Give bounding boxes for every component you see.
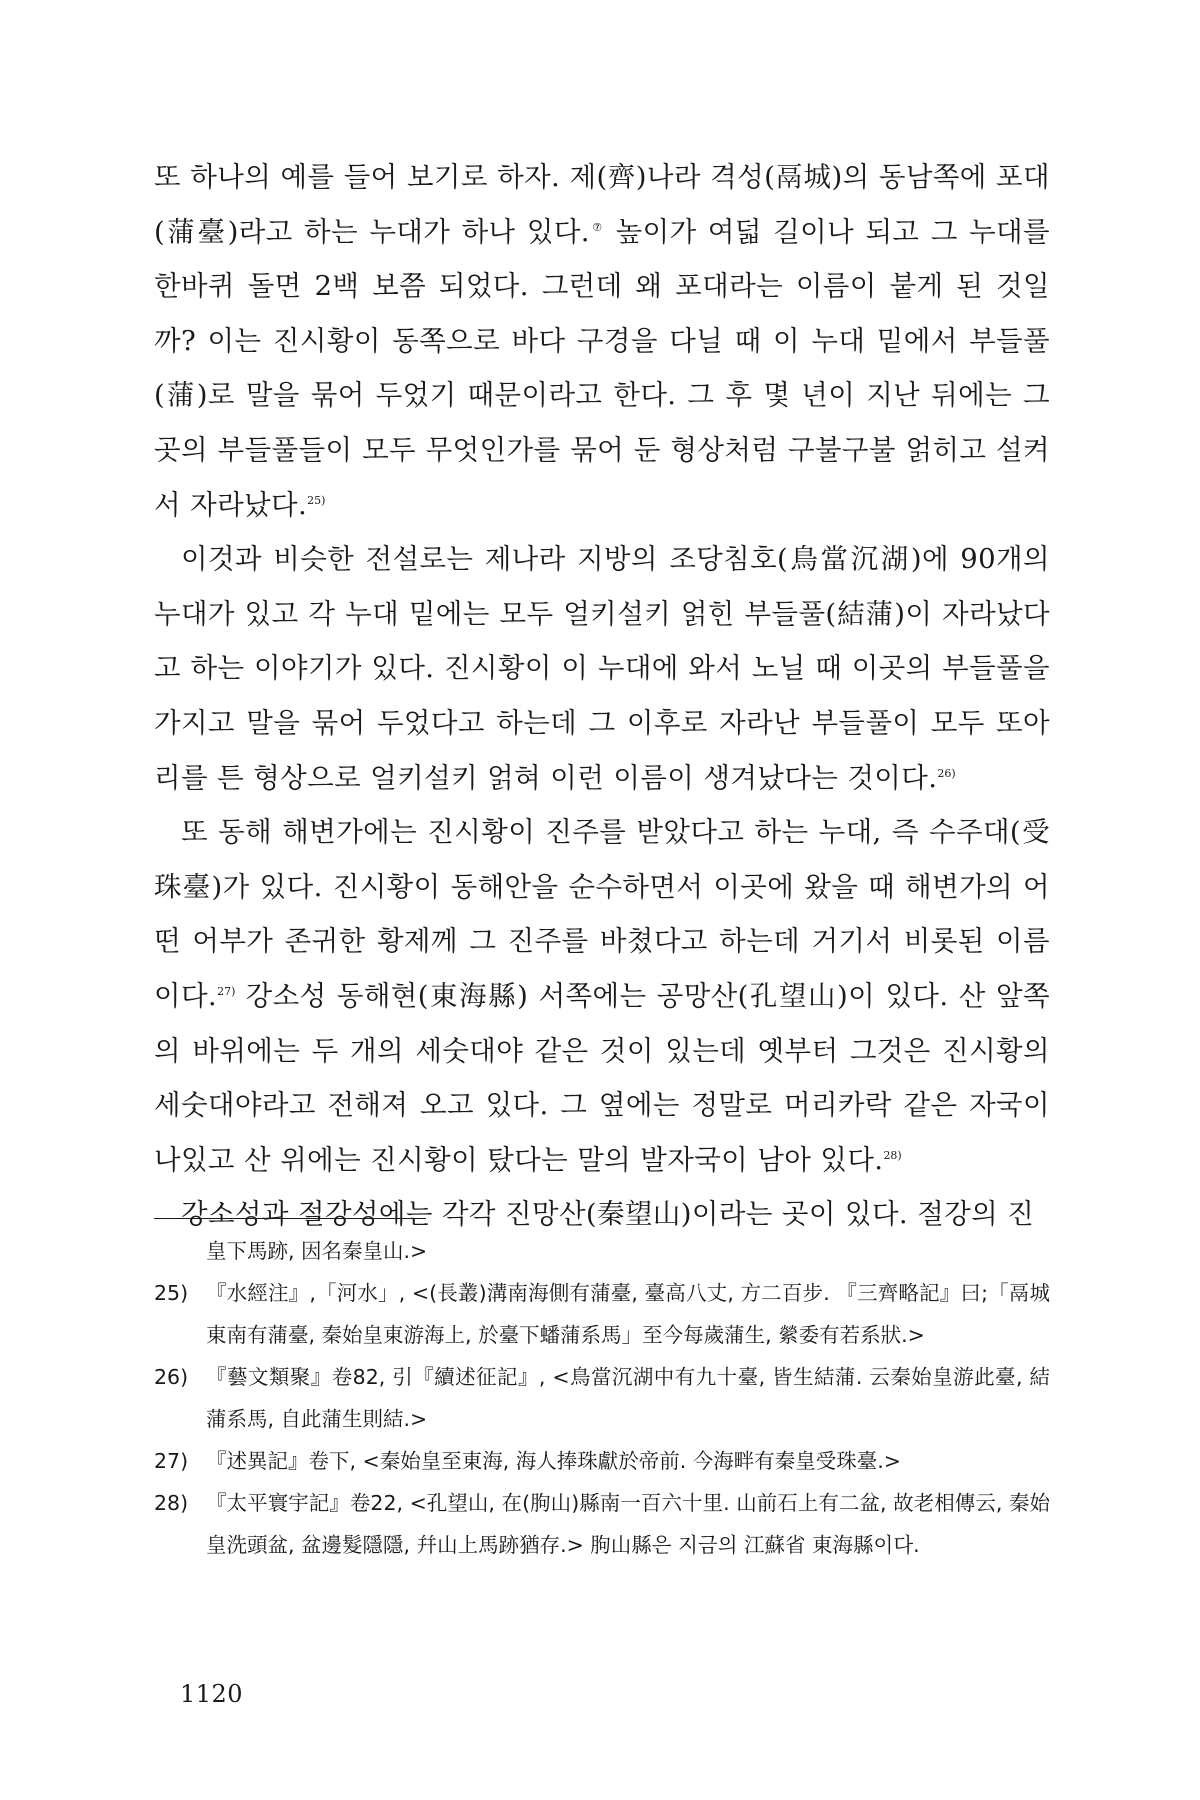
- footnote-number: 26): [154, 1365, 189, 1389]
- footnote-text: 『太平寰宇記』卷22, <孔望山, 在(朐山)縣南一百六十里. 山前石上有二盆, 故老相傳云, 秦始皇洗頭盆, 盆邊髮隱隱, 幷山上馬跡猶存.> 朐山縣은 지금의 江蘇省 東海縣이다.: [206, 1491, 1050, 1557]
- footnote-divider: [154, 1218, 426, 1219]
- page-number: 1120: [180, 1680, 244, 1708]
- footnote-text: 『述異記』卷下, <秦始皇至東海, 海人捧珠獻於帝前. 今海畔有秦皇受珠臺.>: [206, 1449, 901, 1473]
- paragraph-1-text-cont: 높이가 여덟 길이나 되고 그 누대를 한바퀴 돌면 2백 보쯤 되었다. 그런데 왜 포대라는 이름이 붙게 된 것일까? 이는 진시황이 동쪽으로 바다 구경을 다닐 때 이 누대 밑에서 부들풀(蒲)로 말을 묶어 두었기 때문이라고 한다. 그 후 몇 년이 지난 뒤에는 그곳의 부들풀들이 모두 무엇인가를 묶어 둔 형상처럼 구불구불 얽히고 설켜서 자라났다.: [154, 215, 1050, 521]
- footnote-ref-26[interactable]: 26): [937, 766, 956, 780]
- paragraph-2-text: 이것과 비슷한 전설로는 제나라 지방의 조당침호(鳥當沉湖)에 90개의 누대가 있고 각 누대 밑에는 모두 얼키설키 얽힌 부들풀(結蒲)이 자라났다고 하는 이야기가 있다. 진시황이 이 누대에 와서 노닐 때 이곳의 부들풀을 가지고 말을 묶어 두었다고 하는데 그 이후로 자라난 부들풀이 모두 또아리를 튼 형상으로 얼키설키 얽혀 이런 이름이 생겨났다는 것이다.: [154, 543, 1050, 794]
- paragraph-3: [154, 805, 1050, 1187]
- footnote-ref-25[interactable]: 25): [307, 493, 326, 507]
- main-text: [154, 150, 1050, 1242]
- footnote-continuation: [154, 1230, 1050, 1272]
- footnote-26: [154, 1356, 1050, 1440]
- paragraph-3-text-cont: 강소성 동해현(東海縣) 서쪽에는 공망산(孔望山)이 있다. 산 앞쪽의 바위에는 두 개의 세숫대야 같은 것이 있는데 옛부터 그것은 진시황의 세숫대야라고 전해져 오고 있다. 그 옆에는 정말로 머리카락 같은 자국이 나있고 산 위에는 진시황이 탔다는 말의 발자국이 남아 있다.: [154, 979, 1050, 1176]
- footnote-25: [154, 1272, 1050, 1356]
- footnote-28: [154, 1482, 1050, 1566]
- paragraph-4-text: 강소성과 절강성에는 각각 진망산(秦望山)이라는 곳이 있다. 절강의 진: [181, 1198, 1035, 1231]
- paragraph-1-marker: ⑦: [589, 220, 605, 234]
- footnote-27: [154, 1440, 1050, 1482]
- paragraph-1-text: 또 하나의 예를 들어 보기로 하자. 제(齊)나라 격성(鬲城)의 동남쪽에 포대(蒲臺)라고 하는 누대가 하나 있다.: [154, 161, 1050, 248]
- footnote-number: 25): [154, 1281, 189, 1305]
- footnote-ref-27[interactable]: 27): [217, 984, 236, 998]
- paragraph-2: [154, 532, 1050, 805]
- paragraph-3-text: 또 동해 해변가에는 진시황이 진주를 받았다고 하는 누대, 즉 수주대(受珠臺)가 있다. 진시황이 동해안을 순수하면서 이곳에 왔을 때 해변가의 어떤 어부가 존귀한 황제께 그 진주를 바쳤다고 하는데 거기서 비롯된 이름이다.: [154, 816, 1050, 1012]
- paragraph-1: [154, 150, 1050, 532]
- footnote-ref-28[interactable]: 28): [883, 1148, 902, 1162]
- footnote-number: 28): [154, 1491, 189, 1515]
- footnotes: [154, 1230, 1050, 1566]
- footnote-text: 『藝文類聚』卷82, 引『續述征記』, <鳥當沉湖中有九十臺, 皆生結蒲. 云秦始皇游此臺, 結蒲系馬, 自此蒲生則結.>: [206, 1365, 1050, 1431]
- footnote-continuation-text: 皇下馬跡, 因名秦皇山.>: [206, 1239, 428, 1263]
- footnote-text: 『水經注』,「河水」, <(長叢)溝南海側有蒲臺, 臺高八丈, 方二百步. 『三齊略記』曰;「鬲城東南有蒲臺, 秦始皇東游海上, 於臺下蟠蒲系馬」至今每歲蒲生, 縈委有若系狀.>: [206, 1281, 1050, 1347]
- footnote-number: 27): [154, 1449, 189, 1473]
